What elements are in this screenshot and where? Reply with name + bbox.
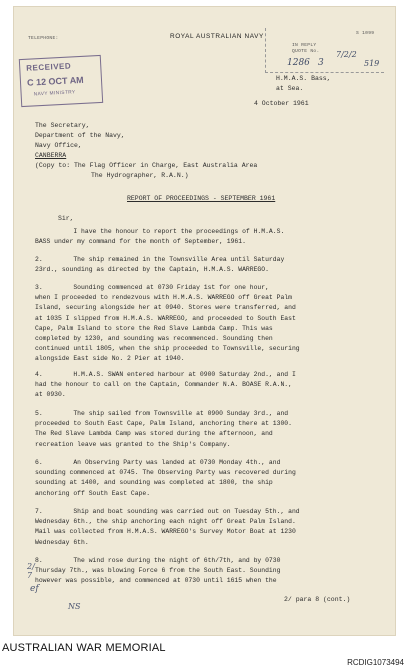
sender-line2: at Sea. xyxy=(276,85,304,92)
paragraph-6: 6. An Observing Party was landed at 0730 Monday 4th., and sounding commenced at 0745. The Observing Party was recovered during sounding at 1400, and sounding was completed at 1800, the ship anchoring off South East Cape. xyxy=(35,459,296,497)
margin-note-2: ef xyxy=(30,584,39,594)
received-stamp xyxy=(19,55,103,107)
continuation-note: 2/ para 8 (cont.) xyxy=(284,596,351,603)
footer-record-id: RCDIG1073494 xyxy=(347,658,404,667)
form-code: S 1099 xyxy=(356,31,375,36)
sender-line1: H.M.A.S. Bass, xyxy=(276,75,331,82)
paragraph-7: 7. Ship and boat sounding was carried out on Tuesday 5th., and Wednesday 6th., the ship anchoring each night off Great Palm Island. Mail was collected from H.M.A.S. WARREGO's Survey Motor Boat at 1230 Wednesday 6th. xyxy=(35,508,300,546)
paragraph-8: 8. The wind rose during the night of 6th/7th, and by 0730 Thursday 7th., was blowing Force 6 from the South East. Sounding however was possible, and commenced at 0730 until 1615 when the xyxy=(35,557,281,585)
letterhead-title: ROYAL AUSTRALIAN NAVY xyxy=(170,33,264,40)
paragraph-5: 5. The ship sailed from Townsville at 0900 Sunday 3rd., and proceeded to South East Cape, Palm Island, anchoring there at 1300. The Red Slave Lambda Camp was stored during the afternoon, and recreation leave was granted to the Ship's Company. xyxy=(35,410,292,448)
margin-note-3: NS xyxy=(68,602,81,611)
stamp-line3: NAVY MINISTRY xyxy=(33,90,76,98)
margin-note-1: 2/ 7 xyxy=(27,562,35,580)
telephone-label: TELEPHONE: xyxy=(28,36,59,41)
report-subject: REPORT OF PROCEEDINGS - SEPTEMBER 1961 xyxy=(127,195,276,202)
paragraph-3: 3. Sounding commenced at 0730 Friday 1st for one hour, when I proceeded to rendezvous with H.M.A.S. WARREGO off Great Palm Island, securing alongside her at 0940. Stores were transferred, and at 1035 I slipped from H.M.A.S. WARREGO, and proceeded to South East Cape, Palm Island to store the Red Slave Lambda Camp. This was completed by 1230, and sounding was recommenced. Sounding then continued until 1805, when the ship proceeded to Townsville, securing alongside East side No. 2 Pier at 1940. xyxy=(35,284,300,363)
letter-date: 4 October 1961 xyxy=(254,100,309,107)
copy-line2: The Hydrographer, R.A.N.) xyxy=(91,172,189,179)
stamp-line1: RECEIVED xyxy=(26,61,72,73)
salutation: Sir, xyxy=(58,215,74,222)
paragraph-4: 4. H.M.A.S. SWAN entered harbour at 0900 Saturday 2nd., and I had the honour to call on the Captain, Commander N.A. BOASE R.A.N., at 0930. xyxy=(35,371,296,399)
addressee-line3: Navy Office, xyxy=(35,142,82,149)
quote-label: QUOTE No. xyxy=(292,49,320,54)
copy-line1: (Copy to: The Flag Officer in Charge, East Australia Area xyxy=(35,162,258,169)
paragraph-2: 2. The ship remained in the Townsville Area until Saturday 23rd., sounding as directed by the Captain, H.M.A.S. WARREGO. xyxy=(35,256,285,274)
reference-subject: 7/2/2 xyxy=(336,50,357,59)
addressee-line2: Department of the Navy, xyxy=(35,132,125,139)
addressee-line1: The Secretary, xyxy=(35,122,90,129)
reference-number: 1286 xyxy=(287,58,310,68)
in-reply-label: IN REPLY xyxy=(292,43,317,48)
paragraph-intro: I have the honour to report the proceedings of H.M.A.S. BASS under my command for the month of September, 1961. xyxy=(35,228,285,246)
stamp-line2: C 12 OCT AM xyxy=(26,74,84,88)
addressee-line4: CANBERRA xyxy=(35,152,67,159)
reference-handwritten: 519 xyxy=(364,59,380,68)
reference-sub: 3 xyxy=(318,58,324,68)
footer-institution: AUSTRALIAN WAR MEMORIAL xyxy=(2,642,166,654)
footer-bar xyxy=(0,638,408,666)
